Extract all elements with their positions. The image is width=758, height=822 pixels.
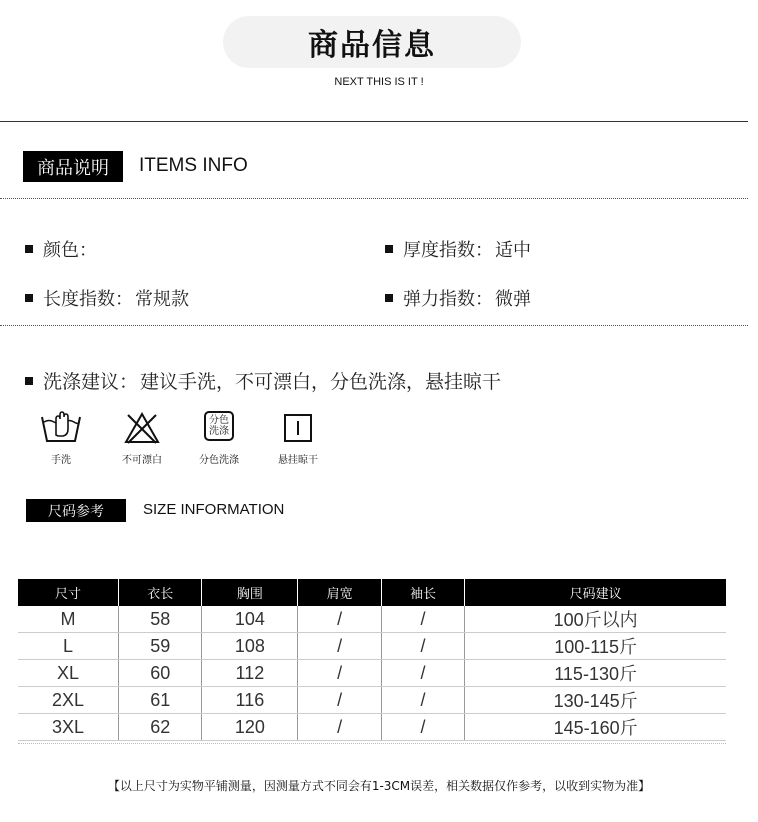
table-cell: /: [381, 714, 464, 741]
table-row: [18, 606, 726, 633]
attr-label: 弹力指数：: [403, 289, 493, 310]
table-cell: L: [18, 633, 118, 660]
no-bleach-icon: [122, 411, 162, 445]
hang-dry-icon: [282, 411, 314, 445]
table-cell: 100斤以内: [465, 606, 726, 633]
size-section-tag: 尺码参考: [26, 499, 126, 522]
items-section-title: ITEMS INFO: [139, 155, 248, 176]
table-cell: XL: [18, 660, 118, 687]
table-cell: 3XL: [18, 714, 118, 741]
attr-label: 厚度指数：: [403, 240, 493, 261]
bullet-icon: [25, 294, 33, 302]
table-cell: 145-160斤: [465, 714, 726, 741]
wash-label: 洗涤建议：: [43, 371, 139, 393]
table-cell: 112: [202, 660, 298, 687]
icon-text: 洗涤: [209, 426, 229, 437]
col-shoulder: 肩宽: [298, 579, 381, 606]
table-cell: /: [298, 660, 381, 687]
table-cell: M: [18, 606, 118, 633]
table-cell: 100-115斤: [465, 633, 726, 660]
col-sleeve: 袖长: [381, 579, 464, 606]
care-label: 分色洗涤: [199, 455, 239, 466]
bullet-icon: [25, 377, 33, 385]
table-cell: /: [381, 687, 464, 714]
col-size: 尺寸: [18, 579, 118, 606]
header-divider: [0, 121, 748, 122]
table-cell: /: [298, 606, 381, 633]
table-cell: 116: [202, 687, 298, 714]
attr-color: [25, 236, 99, 262]
attr-elasticity: [385, 285, 531, 311]
measurement-footnote: 【以上尺寸为实物平铺测量，因测量方式不同会有1-3CM误差，相关数据仅作参考，以收到实物为准】: [107, 779, 651, 793]
wash-value: 建议手洗，不可漂白，分色洗涤，悬挂晾干: [140, 371, 502, 393]
table-cell: 104: [202, 606, 298, 633]
bullet-icon: [385, 245, 393, 253]
size-table: [18, 579, 726, 741]
hand-wash-icon: [39, 411, 83, 445]
wash-advice: [25, 367, 501, 394]
care-separate-wash: [189, 411, 249, 466]
separate-wash-icon: [204, 411, 234, 441]
bullet-icon: [25, 245, 33, 253]
care-label: 不可漂白: [122, 455, 162, 466]
col-chest: 胸围: [202, 579, 298, 606]
table-cell: /: [298, 687, 381, 714]
page-title: 商品信息: [223, 16, 521, 68]
page-subtitle: NEXT THIS IS IT !: [334, 76, 424, 88]
care-hang-dry: [268, 411, 328, 466]
care-hand-wash: [31, 411, 91, 466]
care-label: 手洗: [51, 455, 71, 466]
table-cell: 130-145斤: [465, 687, 726, 714]
attr-value: 适中: [495, 240, 531, 261]
table-cell: 108: [202, 633, 298, 660]
table-row: [18, 687, 726, 714]
table-cell: 62: [118, 714, 201, 741]
col-recommend: 尺码建议: [465, 579, 726, 606]
col-length: 衣长: [118, 579, 201, 606]
attr-length: [25, 285, 189, 311]
table-cell: /: [298, 714, 381, 741]
table-header-row: [18, 579, 726, 606]
table-cell: 120: [202, 714, 298, 741]
table-cell: 59: [118, 633, 201, 660]
attr-thickness: [385, 236, 531, 262]
table-row: [18, 714, 726, 741]
items-divider-bottom: [0, 325, 748, 326]
table-cell: 115-130斤: [465, 660, 726, 687]
attr-label: 颜色：: [43, 240, 97, 261]
table-cell: 60: [118, 660, 201, 687]
care-no-bleach: [112, 411, 172, 466]
table-cell: /: [381, 660, 464, 687]
items-section-tag: 商品说明: [23, 151, 123, 182]
icon-text: 分色: [209, 415, 229, 426]
table-cell: 2XL: [18, 687, 118, 714]
table-cell: /: [381, 606, 464, 633]
table-bottom-edge: [18, 743, 726, 750]
attr-label: 长度指数：: [43, 289, 133, 310]
attr-value: 常规款: [135, 289, 189, 310]
care-label: 悬挂晾干: [278, 455, 318, 466]
table-row: [18, 633, 726, 660]
bullet-icon: [385, 294, 393, 302]
table-row: [18, 660, 726, 687]
table-cell: /: [381, 633, 464, 660]
table-cell: /: [298, 633, 381, 660]
table-cell: 61: [118, 687, 201, 714]
size-section-title: SIZE INFORMATION: [143, 501, 285, 518]
items-divider-top: [0, 198, 748, 199]
table-cell: 58: [118, 606, 201, 633]
attr-value: 微弹: [495, 289, 531, 310]
